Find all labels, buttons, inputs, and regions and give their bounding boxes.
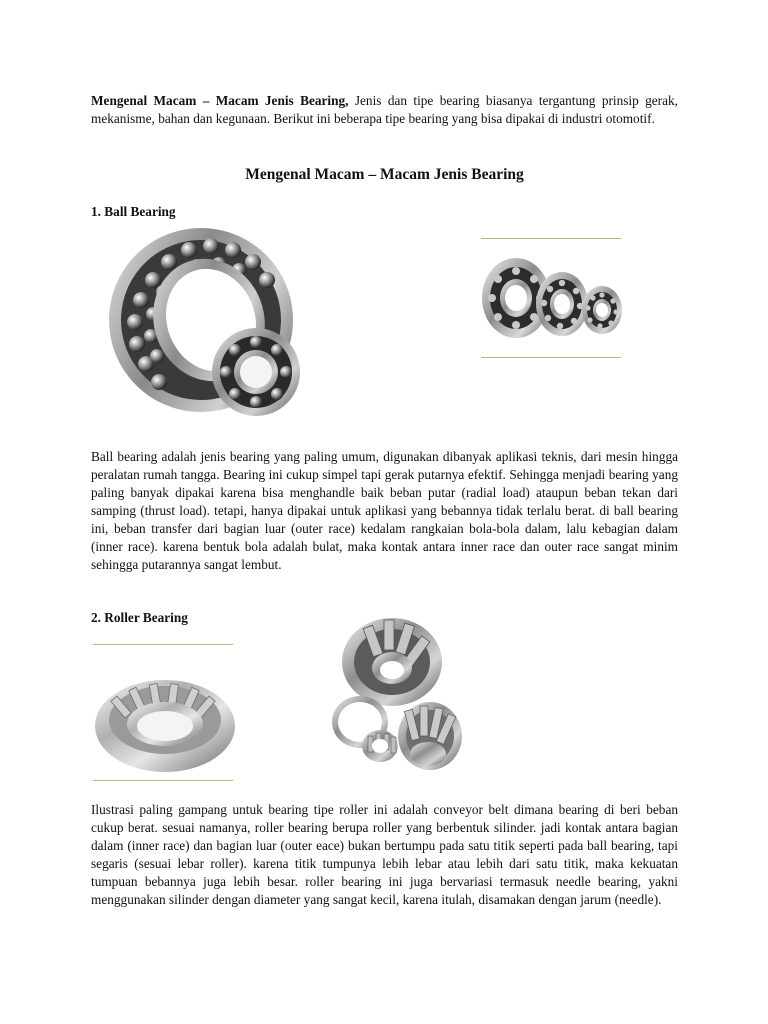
ball-bearing-paragraph: Ball bearing adalah jenis bearing yang paling umum, digunakan dibanyak aplikasi teknis, dari mesin hingga peralatan rumah tangga. Bearing ini cukup simpel tapi gerak putarnya efektif. Sehingga menjadi bearing yang paling banyak dipakai karena bisa menghandle baik beban putar (radial load) ataupun beban tekan dari samping (thrust load). tetapi, hanya dipakai untuk aplikasi yang bebannya tidak terlalu berat. di ball bearing ini, beban transfer dari bagian luar (outer race) kedalam rangkaian bola-bola dalam, lalu kebagian dalam (inner race). karena bentuk bola adalah bulat, maka kontak antara inner race dan outer race sangat minim sehingga putarannya sangat lembut. <box>91 449 678 572</box>
section-heading-ball-bearing: 1. Ball Bearing <box>91 204 176 219</box>
document-title: Mengenal Macam – Macam Jenis Bearing <box>245 166 524 183</box>
image-bottom-rule <box>481 357 621 358</box>
image-bottom-rule <box>93 780 233 781</box>
intro-paragraph <box>91 92 678 128</box>
section-heading-roller-bearing: 2. Roller Bearing <box>91 610 188 625</box>
intro-bold-lead: Mengenal Macam – Macam Jenis Bearing, <box>91 93 349 108</box>
image-top-rule <box>93 644 233 645</box>
roller-bearing-set-photo <box>300 610 466 786</box>
tapered-roller-bearing-photo <box>91 648 235 776</box>
intro-text: Jenis dan tipe bearing biasanya tergantung prinsip gerak, mekanisme, bahan dan kegunaan. Berikut ini beberapa tipe bearing yang bisa dipakai di industri otomotif. <box>91 93 678 126</box>
three-ball-bearings-photo <box>478 246 626 352</box>
image-top-rule <box>481 238 621 239</box>
roller-bearing-paragraph: Ilustrasi paling gampang untuk bearing tipe roller ini adalah conveyor belt dimana bearing di beri beban cukup berat. sesuai namanya, roller bearing berupa roller yang berbentuk silinder. jadi kontak antara bagian dalam (inner race) dan bagian luar (outer eace) bukan bertumpu pada satu titik seperti pada ball bearing, tapi segaris (sesuai lebar roller). karena titik tumpunya lebih lebar atau lebih dari satu titik, maka kekuatan tumpuan bebannya juga lebih besar. roller bearing ini juga bervariasi termasuk needle bearing, yakni menggunakan silinder dengan diameter yang sangat kecil, karena itulah, disamakan dengan jarum (needle). <box>91 802 678 907</box>
ball-bearing-photo <box>91 222 301 434</box>
